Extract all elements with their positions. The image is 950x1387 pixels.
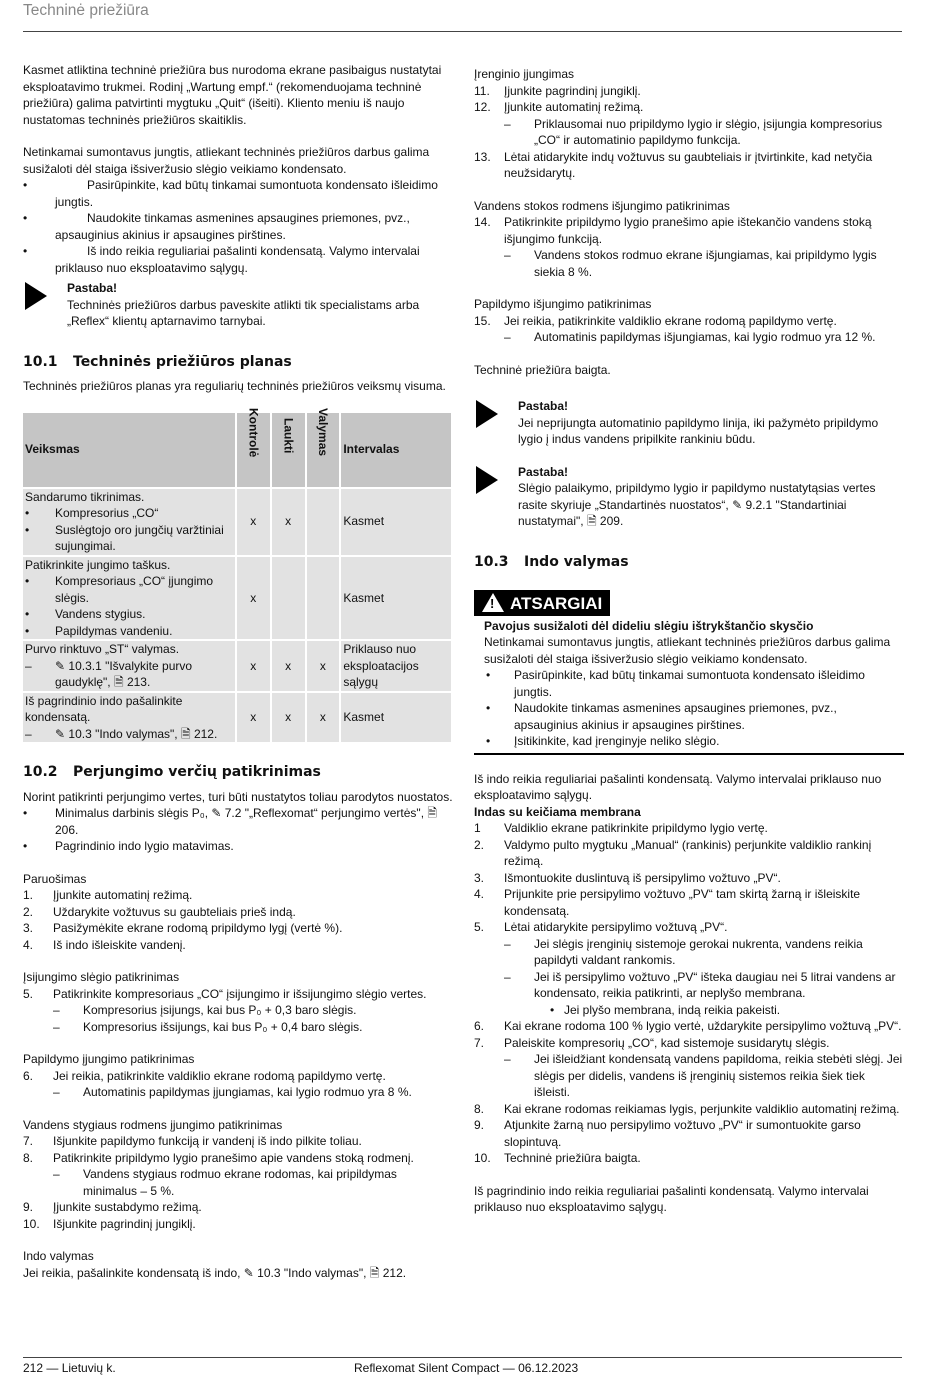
subheading: Papildymo išjungimo patikrinimas (474, 297, 652, 311)
column-header-action: Veiksmas (23, 413, 235, 487)
subheading: Papildymo įjungimo patikrinimas (23, 1052, 195, 1066)
section-intro: Techninės priežiūros planas yra reguliarių techninės priežiūros veiksmų visuma. (23, 379, 446, 393)
list-item: • Pagrindinio indo lygio matavimas. (23, 839, 234, 853)
table-header-row (23, 413, 451, 487)
list-item: 6. Kai ekrane rodoma 100 % lygio vertė, uždarykite persipylimo vožtuvą „PV“. (474, 1019, 902, 1033)
list-item: 6. Jei reikia, patikrinkite valdiklio ekrane rodomą papildymo vertę. (23, 1068, 386, 1083)
list-item: – Jei iš persipylimo vožtuvo „PV“ išteka daugiau nei 5 litrai vandens ar kondensato, reikia patikrinti, ar neplyšo membrana. (504, 969, 896, 1000)
column-header-cleaning: Valymas (307, 413, 340, 487)
table-row: Iš pagrindinio indo pašalinkite kondensatą. – ✎ 10.3 "Indo valymas", 🗎 212. x x x Kasmet (23, 693, 451, 743)
note-box (23, 280, 453, 330)
list-item: 9. Įjunkite sustabdymo režimą. (23, 1200, 202, 1214)
list-item: 7. Paleiskite kompresorių „CO“, kad sistemoje susidarytų slėgis. (474, 1035, 830, 1050)
list-item: 8. Kai ekrane rodomas reikiamas lygis, perjunkite valdiklio automatinį režimą. (474, 1101, 900, 1116)
warning-list (23, 177, 453, 276)
cross-reference-link[interactable]: ✎ 10.3.1 "Išvalykite purvo gaudyklę", 🗎 213. (55, 658, 193, 689)
list-item: – Jei išleidžiant kondensatą vandens papildoma, reikia stebėti slėgį. Jei slėgis per didelis, vandens iš įrenginių sistemos reikia šiek tiek išleisti. (504, 1052, 903, 1099)
subheading: Indo valymas (23, 1249, 94, 1263)
list-item: • Minimalus darbinis slėgis P₀, ✎ 7.2 "„Reflexomat“ perjungimo vertės", 🗎 206. (23, 806, 438, 837)
list-item: 15. Jei reikia, patikrinkite valdiklio ekrane rodomą papildymo vertę. (474, 313, 837, 328)
list-item: – Automatinis papildymas įjungiamas, kai lygio rodmuo yra 8 %. (53, 1085, 412, 1099)
note-arrow-icon (476, 400, 498, 428)
note-arrow-icon (476, 466, 498, 494)
caution-subtitle: Pavojus susižaloti dėl dideliu slėgiu ištrykštančio skysčio (484, 618, 814, 633)
section-heading-10-2: 10.2 Perjungimo verčių patikrinimas (23, 764, 321, 780)
section-heading-10-3: 10.3 Indo valymas (474, 553, 629, 570)
list-item: – Vandens stygiaus rodmuo ekrane rodomas, kai pripildymas minimalus – 5 %. (53, 1167, 397, 1198)
note-arrow-icon (25, 282, 47, 310)
list-item: 2. Valdymo pulto mygtuku „Manual“ (rankinis) perjunkite valdiklio rankinį režimą. (474, 837, 872, 868)
cross-reference-link[interactable]: Jei reikia, pašalinkite kondensatą iš indo, ✎ 10.3 "Indo valymas", 🗎 212. (23, 1265, 407, 1280)
warning-text: Netinkamai sumontavus jungtis, atliekant techninės priežiūros darbus galima susižaloti dėl staiga išsiveržusio slėgio veikiamo kondensato. (23, 145, 430, 176)
subheading: Įsijungimo slėgio patikrinimas (23, 970, 180, 984)
footer-rule (23, 1357, 902, 1358)
list-item: 9. Atjunkite žarną nuo persipylimo vožtuvo „PV“ ir sumontuokite garso slopintuvą. (474, 1118, 861, 1149)
subheading: Paruošimas (23, 871, 87, 886)
list-item: – Kompresorius išsijungs, kai bus P₀ + 0,4 baro slėgis. (53, 1019, 363, 1034)
table-row: Sandarumo tikrinimas. • Kompresorius „CO“ • Suslėgtojo oro jungčių varžtiniai sujungimai. x x Kasmet (23, 489, 451, 555)
intro-paragraph: Kasmet atliktina techninė priežiūra bus nurodoma ekrane pasibaigus nustatytai eksploatavimo trukmei. Rodinį „Wartung empf.“ (rekomenduojama techninė priežiūra) galima patvirtinti mygtuku „Quit“ (išeiti). Kliento meniu iš naujo nustatomas techninės priežiūros skaitiklis. (23, 63, 442, 127)
footer-page-number: 212 — Lietuvių k. (23, 1361, 116, 1375)
note-box (474, 398, 904, 448)
list-item: – Kompresorius įsijungs, kai bus P₀ + 0,3 baro slėgis. (53, 1003, 357, 1017)
section-intro: Norint patikrinti perjungimo vertes, turi būti nustatytos toliau parodytos nuostatos. (23, 789, 453, 804)
list-item: – Automatinis papildymas išjungiamas, kai lygio rodmuo yra 12 %. (504, 330, 876, 344)
list-item: 10. Techninė priežiūra baigta. (474, 1151, 641, 1165)
list-item: • Naudokite tinkamas asmenines apsaugines priemones, pvz., apsauginius akinius ir apsaugines pirštines. (23, 211, 410, 242)
caution-body (474, 616, 904, 755)
note-title: Pastaba! (518, 399, 569, 413)
warning-triangle-icon: ! (482, 593, 504, 612)
list-item: – Jei slėgis įrenginių sistemoje gerokai nukrenta, vandens reikia papildyti valdant rankomis. (504, 936, 863, 967)
left-column (23, 62, 453, 1281)
list-item: • Pasirūpinkite, kad būtų tinkamai sumontuota kondensato išleidimo jungtis. (23, 178, 438, 209)
header-rule (23, 31, 902, 32)
list-item: 1. Įjunkite automatinį režimą. (23, 888, 193, 902)
caution-box (474, 590, 904, 755)
list-item: 1 Valdiklio ekrane patikrinkite pripildymo lygio vertę. (474, 821, 768, 835)
list-item: 10. Išjunkite pagrindinį jungiklį. (23, 1216, 196, 1231)
list-item: • Pasirūpinkite, kad būtų tinkamai sumontuota kondensato išleidimo jungtis. (486, 668, 865, 699)
cross-reference-link[interactable]: ✎ 10.3 "Indo valymas", 🗎 212. (55, 726, 218, 741)
list-item: 4. Iš indo išleiskite vandenį. (23, 937, 186, 952)
footer-document-title: Reflexomat Silent Compact — 06.12.2023 (354, 1361, 579, 1375)
status-text: Techninė priežiūra baigta. (474, 362, 611, 377)
subheading: Vandens stygiaus rodmens įjungimo patikrinimas (23, 1117, 283, 1132)
paragraph: Iš indo reikia reguliariai pašalinti kondensatą. Valymo intervalai priklauso nuo eksploatavimo sąlygų. (474, 771, 882, 802)
list-item: – Vandens stokos rodmuo ekrane išjungiamas, kai pripildymo lygis siekia 8 %. (504, 248, 877, 279)
page-header-title: Techninė priežiūra (23, 2, 149, 19)
subheading: Vandens stokos rodmens išjungimo patikrinimas (474, 198, 730, 213)
list-item: 7. Išjunkite papildymo funkciją ir vandenį iš indo pilkite toliau. (23, 1134, 362, 1148)
table-row: Patikrinkite jungimo taškus. • Kompresoriaus „CO“ įjungimo slėgis. • Vandens stygius. • Papildymas vandeniu. x Kasmet (23, 557, 451, 640)
list-item: 14. Patikrinkite pripildymo lygio pranešimo apie ištekančio vandens stoką išjungimo funkciją. (474, 215, 872, 246)
column-header-interval: Intervalas (341, 413, 451, 487)
list-item: 5. Patikrinkite kompresoriaus „CO“ įsijungimo ir išsijungimo slėgio vertes. (23, 986, 427, 1001)
list-item: – Priklausomai nuo pripildymo lygio ir slėgio, įsijungia kompresorius „CO“ ir automatinio papildymo funkcija. (504, 116, 883, 147)
right-column (474, 66, 904, 1216)
list-item: 12. Įjunkite automatinį režimą. (474, 100, 644, 114)
note-text: Jei neprijungta automatinio papildymo linija, iki pažymėto pripildymo lygio į indus vandens pripilkite rankiniu būdu. (518, 415, 879, 446)
list-item: 13. Lėtai atidarykite indų vožtuvus su gaubteliais ir įtvirtinkite, kad netyčia neužsidarytų. (474, 149, 873, 180)
table-row: Purvo rinktuvo „ST“ valymas. – ✎ 10.3.1 "Išvalykite purvo gaudyklę", 🗎 213. x x x Priklauso nuo eksploatacijos sąlygų (23, 641, 451, 691)
section-heading-10-1: 10.1 Techninės priežiūros planas (23, 353, 292, 370)
list-item: 4. Prijunkite prie persipylimo vožtuvo „PV“ tam skirtą žarną ir išleiskite kondensatą. (474, 887, 861, 918)
column-header-wait: Laukti (272, 413, 305, 487)
list-item: • Naudokite tinkamas asmenines apsaugines priemones, pvz., apsauginius akinius ir apsaugines pirštines. (486, 701, 837, 732)
list-item: 3. Pasižymėkite ekrane rodomą pripildymo lygį (vertė %). (23, 921, 343, 935)
list-item: • Įsitikinkite, kad įrenginyje neliko slėgio. (486, 734, 720, 748)
list-item: 5. Lėtai atidarykite persipylimo vožtuvą „PV“. (474, 920, 728, 934)
list-item: • Jei plyšo membrana, indą reikia pakeisti. (550, 1002, 781, 1017)
subheading: Indas su keičiama membrana (474, 804, 641, 819)
paragraph: Iš pagrindinio indo reikia reguliariai pašalinti kondensatą. Valymo intervalai priklauso nuo eksploatavimo sąlygų. (474, 1183, 869, 1214)
caution-text: Netinkamai sumontavus jungtis, atliekant techninės priežiūros darbus galima susižaloti dėl staiga išsiveržusio slėgio veikiamo kondensato. (484, 635, 891, 666)
subheading: Įrenginio įjungimas (474, 67, 575, 81)
note-title: Pastaba! (67, 281, 118, 295)
list-item: 2. Uždarykite vožtuvus su gaubteliais prieš indą. (23, 904, 296, 919)
note-text: Slėgio palaikymo, pripildymo lygio ir papildymo nustatytąsias vertes rasite skyriuje „Standartinės nuostatos“, ✎ 9.2.1 "Standartiniai nustatymai", 🗎 209. (518, 481, 876, 528)
list-item: 8. Patikrinkite pripildymo lygio pranešimo apie vandens stoką rodmenį. (23, 1150, 414, 1165)
maintenance-plan-table (21, 407, 453, 745)
caution-header: ! ATSARGIAI (474, 590, 610, 616)
note-title: Pastaba! (518, 464, 569, 479)
list-item: 3. Išmontuokite duslintuvą iš persipylimo vožtuvo „PV“. (474, 870, 781, 885)
column-header-control: Kontrolė (237, 413, 270, 487)
list-item: • Iš indo reikia reguliariai pašalinti kondensatą. Valymo intervalai priklauso nuo eksploatavimo sąlygų. (23, 244, 420, 275)
list-item: 11. Įjunkite pagrindinį jungiklį. (474, 83, 641, 98)
note-box (474, 464, 904, 530)
note-text: Techninės priežiūros darbus paveskite atlikti tik specialistams arba „Reflex“ klientų aptarnavimo tarnybai. (67, 297, 420, 328)
